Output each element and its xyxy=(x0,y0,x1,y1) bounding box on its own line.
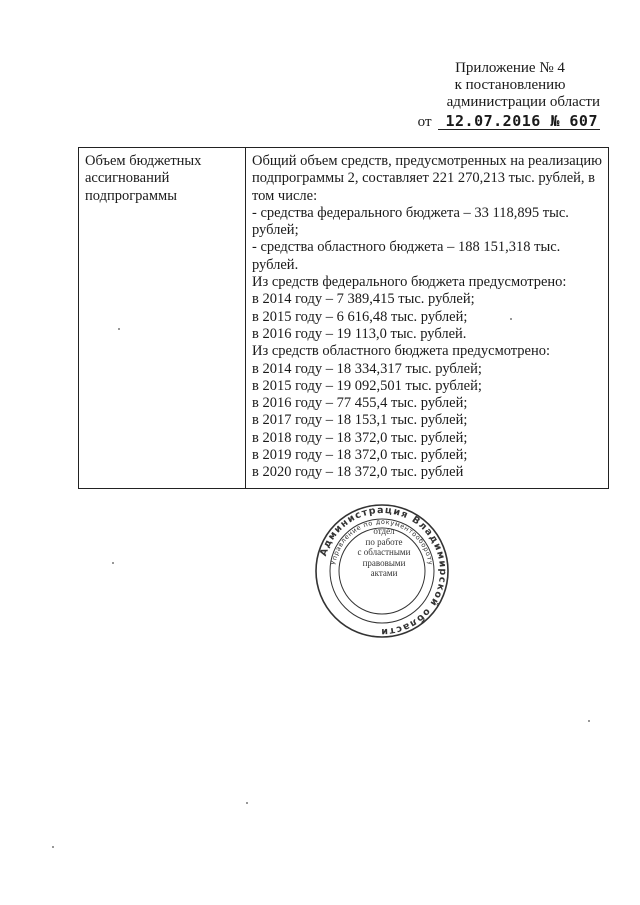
scan-speck xyxy=(112,562,114,564)
stamp-middle-text: Управление по документообороту xyxy=(329,517,435,566)
details-line: Из средств федерального бюджета предусмотрено: xyxy=(252,274,567,291)
resolution-date: 12.07.2016 xyxy=(445,112,541,130)
details-line: том числе: xyxy=(252,187,318,204)
appendix-number: Приложение № 4 xyxy=(455,60,565,76)
scan-speck xyxy=(118,328,120,330)
scan-speck xyxy=(510,318,512,320)
details-line: в 2019 году – 18 372,0 тыс. рублей; xyxy=(252,447,468,464)
details-line: подпрограммы 2, составляет 221 270,213 тыс. рублей, в xyxy=(252,170,596,187)
details-line: в 2018 году – 18 372,0 тыс. рублей; xyxy=(252,429,468,446)
scan-speck xyxy=(588,720,590,722)
details-line: Из средств областного бюджета предусмотрено: xyxy=(252,343,551,360)
details-line: рублей. xyxy=(252,256,299,273)
details-line: в 2014 году – 18 334,317 тыс. рублей; xyxy=(252,360,482,377)
official-stamp xyxy=(314,503,450,639)
budget-label-cell xyxy=(79,148,246,489)
details-line: - средства федерального бюджета – 33 118,895 тыс. xyxy=(252,204,569,221)
stamp-center-line: отдел xyxy=(373,526,395,536)
resolution-number: № 607 xyxy=(550,112,598,130)
details-line: в 2015 году – 19 092,501 тыс. рублей; xyxy=(252,377,482,394)
resolution-date-row xyxy=(380,113,600,131)
details-line: в 2017 году – 18 153,1 тыс. рублей; xyxy=(252,412,468,429)
scan-speck xyxy=(52,846,54,848)
appendix-header xyxy=(380,60,600,131)
label-line: ассигнований xyxy=(85,170,170,187)
details-line: Общий объем средств, предусмотренных на реализацию xyxy=(252,153,602,169)
details-line: в 2015 году – 6 616,48 тыс. рублей; xyxy=(252,308,468,325)
table-row xyxy=(79,148,609,489)
stamp-center-line: правовыми xyxy=(362,557,406,568)
details-line: в 2014 году – 7 389,415 тыс. рублей; xyxy=(252,291,475,308)
appendix-administration: администрации области xyxy=(446,94,600,110)
stamp-center-line: актами xyxy=(370,568,398,578)
details-line: в 2020 году – 18 372,0 тыс. рублей xyxy=(252,464,464,481)
budget-details-cell xyxy=(246,148,609,489)
details-line: - средства областного бюджета – 188 151,318 тыс. xyxy=(252,239,561,256)
details-line: рублей; xyxy=(252,222,299,239)
stamp-outer-text: Администрация Владимирской области xyxy=(318,504,449,638)
budget-table xyxy=(78,147,609,489)
scan-speck xyxy=(246,802,248,804)
stamp-center-line: по работе xyxy=(365,536,403,547)
label-line: подпрограммы xyxy=(85,187,177,204)
resolution-date-number xyxy=(438,113,601,130)
details-line: в 2016 году – 19 113,0 тыс. рублей. xyxy=(252,325,467,342)
from-label: от xyxy=(417,114,432,130)
stamp-center-text xyxy=(340,526,428,579)
label-line: Объем бюджетных xyxy=(85,153,202,169)
details-line: в 2016 году – 77 455,4 тыс. рублей; xyxy=(252,395,468,412)
stamp-center-line: с областными xyxy=(357,547,411,557)
appendix-to-resolution: к постановлению xyxy=(454,77,566,93)
